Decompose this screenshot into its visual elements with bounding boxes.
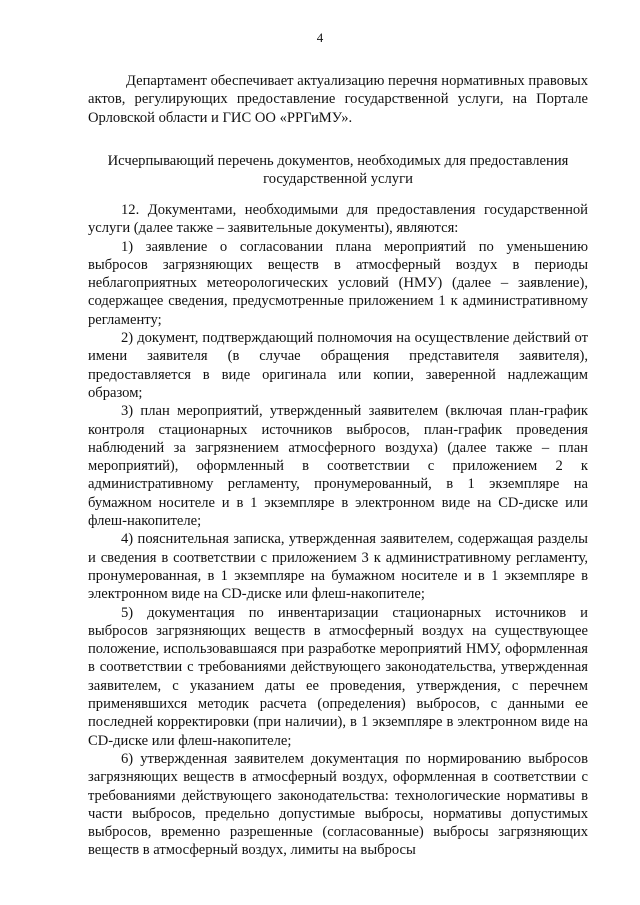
documents-list xyxy=(88,201,588,860)
list-item-2: 2) документ, подтверждающий полномочия на осуществление действий от имени заявителя (в случае обращения представителя заявителя), предоставляется в виде оригинала или копии, заверенной надлежащим образом; xyxy=(88,330,588,401)
paragraph-12-intro: 12. Документами, необходимыми для предоставления государственной услуги (далее также – заявительные документы), являются: xyxy=(88,202,588,237)
intro-section xyxy=(88,72,588,127)
intro-paragraph: Департамент обеспечивает актуализацию перечня нормативных правовых актов, регулирующих предоставление государственной услуги, на Портале Орловской области и ГИС ОО «РРГиМУ». xyxy=(88,73,588,126)
list-item-6: 6) утвержденная заявителем документация по нормированию выбросов загрязняющих веществ в атмосферный воздух, оформленная в соответствии с требованиями действующего законодательства: технологические нормативы в части выбросов, предельно допустимые выбросы, нормативы допустимых выбросов, временно разрешенные (согласованные) выбросы загрязняющих веществ в атмосферный воздух, лимиты на выбросы xyxy=(88,750,588,859)
page-number: 4 xyxy=(316,30,324,45)
section-heading: Исчерпывающий перечень документов, необходимых для предоставления государственной услуги xyxy=(107,153,569,188)
list-item-5: 5) документация по инвентаризации стационарных источников и выбросов загрязняющих веществ в атмосферный воздух на существующее положение, использовавшаяся при разработке мероприятий НМУ, оформленная в соответствии с требованиями действующего законодательства, утвержденная заявителем, с указанием даты ее проведения, утверждения, с перечнем применявшихся методик расчета (определения) выбросов, с данными ее последней корректировки (при наличии), в 1 экземпляре в электронном виде на CD-диске или флеш-накопителе; xyxy=(88,604,588,749)
list-item-3: 3) план мероприятий, утвержденный заявителем (включая план-график контроля стационарных источников выбросов, план-график проведения наблюдений за загрязнением атмосферного воздуха) (далее также – план мероприятий), оформленный в соответствии с приложением 2 к административному регламенту, пронумерованный, в 1 экземпляре на бумажном носителе и в 1 экземпляре в электронном виде на CD-диске или флеш-накопителе; xyxy=(88,403,588,530)
list-item-1: 1) заявление о согласовании плана мероприятий по уменьшению выбросов загрязняющих веществ в атмосферный воздух в периоды неблагоприятных метеорологических условий (НМУ) (далее – заявление), содержащее сведения, предусмотренные приложением 1 к административному регламенту; xyxy=(88,238,588,328)
list-item-4: 4) пояснительная записка, утвержденная заявителем, содержащая разделы и сведения в соответствии с приложением 3 к административному регламенту, пронумерованная, в 1 экземпляре на бумажном носителе и в 1 экземпляре в электронном виде на CD-диске или флеш-накопителе; xyxy=(88,531,588,603)
